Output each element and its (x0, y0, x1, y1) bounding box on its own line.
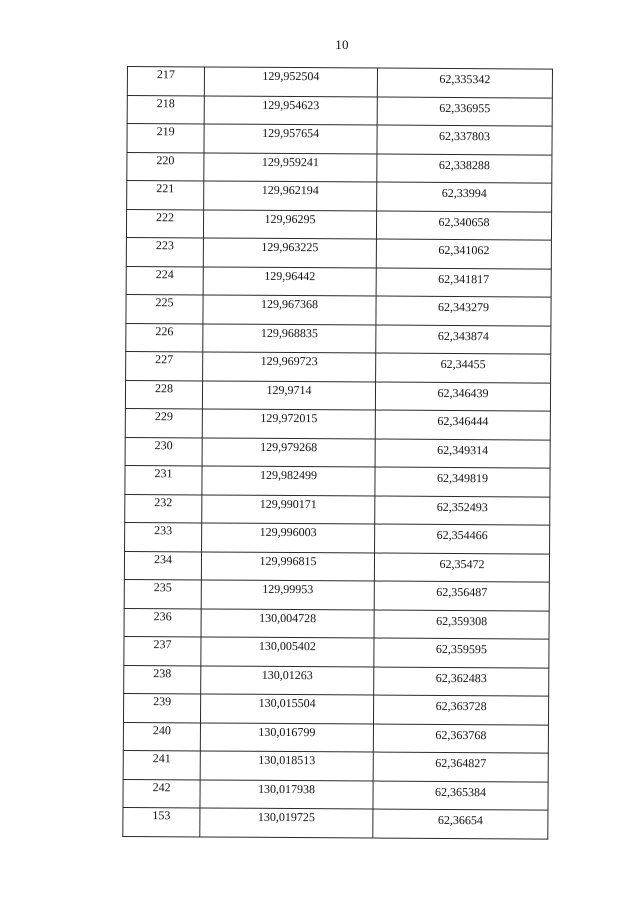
coordinate-x: 129,996003 (259, 524, 317, 540)
coordinate-y: 62,36654 (437, 812, 483, 828)
point-number-cell (125, 494, 202, 523)
coordinate-x: 129,954623 (262, 97, 320, 112)
coordinate-x-cell (204, 152, 377, 182)
coordinate-x-cell (200, 722, 373, 752)
coordinate-y: 62,359595 (435, 641, 487, 657)
point-number-cell (123, 693, 200, 722)
coordinate-y-cell (375, 382, 550, 412)
table-row (127, 181, 552, 212)
coordinate-x: 129,96442 (264, 268, 316, 283)
point-number: 153 (152, 808, 171, 823)
coordinate-x-cell (203, 238, 376, 268)
table-row (124, 665, 549, 696)
coordinate-y: 62,341062 (438, 242, 490, 258)
coordinate-x: 129,96295 (264, 211, 316, 226)
coordinate-x-cell (200, 808, 373, 838)
point-number: 240 (152, 722, 171, 737)
coordinate-x-cell (202, 409, 375, 439)
coordinate-y: 62,364827 (435, 755, 487, 771)
coordinate-x: 130,015504 (258, 695, 316, 711)
coordinate-y: 62,338288 (438, 157, 490, 172)
point-number: 233 (154, 523, 173, 538)
point-number-cell (125, 437, 202, 466)
coordinate-y-cell (373, 724, 548, 754)
coordinate-y-cell (375, 524, 550, 554)
point-number: 241 (152, 751, 171, 766)
coordinate-x: 129,982499 (259, 467, 318, 483)
coordinate-y-cell (374, 610, 549, 640)
point-number-cell (126, 323, 203, 352)
coordinate-x: 129,963225 (261, 239, 319, 255)
point-number-cell (124, 636, 201, 665)
coordinate-y: 62,349314 (437, 442, 489, 457)
table-row (127, 124, 552, 155)
coordinate-x-cell (204, 124, 377, 154)
coordinate-y-cell (373, 781, 548, 811)
coordinate-y: 62,354466 (436, 527, 488, 543)
point-number-cell (125, 465, 202, 494)
point-number-cell (126, 209, 203, 238)
coordinate-x: 130,016799 (258, 724, 316, 739)
table-row (123, 693, 548, 724)
point-number: 218 (156, 95, 175, 110)
page-number: 10 (335, 37, 349, 52)
coordinate-y-cell (377, 182, 552, 212)
table-row (126, 294, 551, 325)
coordinate-y-cell (377, 68, 552, 98)
coordinate-x: 129,979268 (260, 439, 318, 454)
coordinate-y-cell (376, 268, 551, 298)
coordinate-y: 62,341817 (438, 271, 490, 286)
point-number-cell (126, 294, 203, 323)
coordinate-x: 129,990171 (259, 496, 317, 511)
coordinate-x: 129,996815 (259, 553, 317, 568)
table-row (126, 351, 551, 382)
coordinate-y: 62,346439 (437, 385, 489, 400)
coordinate-x-cell (203, 295, 376, 325)
coordinate-y-cell (375, 496, 550, 526)
coordinate-x: 130,019725 (257, 809, 315, 825)
coordinate-y-cell (376, 353, 551, 383)
table-row (126, 237, 551, 268)
point-number: 231 (154, 466, 173, 481)
point-number-cell (127, 152, 204, 181)
coordinate-y-cell (374, 667, 549, 697)
table-row (125, 465, 550, 496)
point-number: 232 (154, 494, 173, 509)
coordinate-x-cell (203, 323, 376, 353)
point-number: 229 (154, 409, 173, 424)
table-row (127, 95, 552, 126)
table-row (125, 522, 550, 553)
coordinate-x: 129,969723 (260, 353, 318, 369)
coordinate-table (122, 66, 553, 839)
point-number: 226 (155, 323, 174, 338)
coordinate-y: 62,343874 (437, 328, 489, 343)
point-number: 227 (155, 352, 174, 367)
coordinate-y: 62,346444 (437, 413, 489, 429)
point-number-cell (124, 608, 201, 637)
point-number: 220 (156, 152, 175, 167)
point-number-cell (127, 95, 204, 124)
coordinate-y: 62,33994 (441, 185, 487, 201)
coordinate-y: 62,363768 (435, 727, 487, 742)
point-number-cell (127, 181, 204, 210)
coordinate-y: 62,349819 (436, 470, 489, 486)
table-row (127, 152, 552, 183)
table-row (123, 750, 548, 781)
coordinate-x-cell (203, 352, 376, 382)
coordinate-y-cell (375, 467, 550, 497)
point-number: 230 (154, 437, 173, 452)
point-number-cell (123, 750, 200, 779)
coordinate-y-cell (374, 581, 549, 611)
coordinate-x-cell (204, 95, 377, 125)
coordinate-x-cell (201, 580, 374, 610)
coordinate-x-cell (203, 209, 376, 239)
coordinate-x-cell (201, 637, 374, 667)
point-number: 224 (155, 266, 174, 281)
point-number: 234 (153, 551, 173, 566)
table-row (126, 266, 551, 297)
point-number-cell (125, 408, 202, 437)
coordinate-x-cell (202, 523, 375, 553)
point-number: 237 (153, 637, 172, 652)
coordinate-y: 62,35472 (439, 556, 485, 571)
point-number: 239 (153, 694, 172, 709)
coordinate-x-cell (201, 551, 374, 581)
coordinate-y-cell (377, 154, 552, 184)
coordinate-y: 62,359308 (436, 613, 488, 628)
coordinate-x: 129,957654 (262, 125, 320, 141)
coordinate-x-cell (204, 67, 377, 97)
point-number-cell (126, 351, 203, 380)
coordinate-x-cell (201, 665, 374, 695)
point-number: 242 (152, 779, 171, 794)
table-row (123, 779, 548, 810)
point-number-cell (127, 124, 204, 153)
point-number-cell (125, 522, 202, 551)
table-row (125, 380, 550, 411)
point-number: 238 (153, 665, 172, 680)
table-row (125, 408, 550, 439)
coordinate-x: 130,01263 (261, 667, 313, 682)
point-number: 217 (156, 67, 175, 82)
coordinate-y-cell (375, 410, 550, 440)
coordinate-x-cell (202, 494, 375, 524)
coordinate-y: 62,336955 (439, 100, 491, 115)
table-row (124, 551, 549, 582)
coordinate-y-cell (375, 439, 550, 469)
coordinate-y: 62,363728 (435, 698, 487, 714)
coordinate-x: 129,952504 (262, 68, 320, 84)
coordinate-y-cell (377, 97, 552, 127)
coordinate-x-cell (202, 437, 375, 467)
coordinate-x-cell (202, 466, 375, 496)
coordinate-y-cell (377, 125, 552, 155)
coordinate-y-cell (376, 239, 551, 269)
table-row (123, 722, 548, 753)
table-row (124, 636, 549, 667)
point-number-cell (123, 807, 200, 836)
coordinate-x-cell (200, 694, 373, 724)
point-number: 228 (154, 380, 174, 395)
point-number-cell (123, 779, 200, 808)
point-number: 235 (153, 580, 172, 595)
coordinate-x-cell (204, 181, 377, 211)
point-number-cell (127, 67, 204, 96)
point-number-cell (124, 665, 201, 694)
coordinate-x: 129,959241 (261, 154, 319, 169)
table-row (126, 209, 551, 240)
point-number-cell (124, 551, 201, 580)
table-row (124, 579, 549, 610)
coordinate-x-cell (200, 779, 373, 809)
coordinate-y: 62,34455 (440, 356, 486, 372)
coordinate-x: 129,9714 (266, 382, 312, 397)
coordinate-y: 62,362483 (435, 670, 487, 685)
coordinate-x: 130,018513 (258, 752, 316, 768)
coordinate-x: 129,967368 (261, 296, 319, 312)
point-number-cell (126, 266, 203, 295)
point-number-cell (123, 722, 200, 751)
coordinate-table-body (123, 67, 553, 839)
table-row (123, 807, 548, 838)
coordinate-y-cell (376, 211, 551, 241)
coordinate-x-cell (200, 751, 373, 781)
coordinate-x-cell (201, 608, 374, 638)
coordinate-y: 62,343279 (437, 299, 490, 315)
coordinate-x: 129,968835 (260, 325, 318, 340)
coordinate-x: 130,005402 (258, 638, 317, 654)
coordinate-y: 62,340658 (438, 214, 490, 229)
coordinate-y: 62,337803 (439, 128, 491, 144)
coordinate-y-cell (373, 752, 548, 782)
table-row (125, 437, 550, 468)
coordinate-y: 62,352493 (436, 499, 488, 514)
coordinate-y-cell (374, 638, 549, 668)
table-row (126, 323, 551, 354)
point-number: 219 (156, 124, 175, 139)
point-number-cell (125, 380, 202, 409)
point-number: 222 (156, 209, 175, 224)
coordinate-x: 129,99953 (262, 581, 314, 597)
coordinate-y-cell (373, 695, 548, 725)
coordinate-y-cell (376, 325, 551, 355)
coordinate-y-cell (376, 296, 551, 326)
coordinate-y-cell (374, 553, 549, 583)
coordinate-x: 129,972015 (260, 410, 318, 426)
point-number: 223 (155, 238, 174, 253)
table-row (125, 494, 550, 525)
coordinate-x-cell (202, 380, 375, 410)
coordinate-y: 62,365384 (435, 784, 487, 799)
table-row (127, 67, 552, 98)
point-number: 236 (153, 608, 172, 623)
coordinate-x: 130,004728 (259, 610, 317, 625)
coordinate-y-cell (373, 809, 548, 839)
coordinate-y: 62,335342 (439, 71, 491, 87)
point-number: 221 (156, 181, 175, 196)
coordinate-x: 129,962194 (261, 182, 319, 198)
table-row (124, 608, 549, 639)
coordinate-y: 62,356487 (436, 584, 488, 600)
point-number-cell (124, 579, 201, 608)
coordinate-x: 130,017938 (258, 781, 316, 796)
coordinate-x-cell (203, 266, 376, 296)
point-number-cell (126, 237, 203, 266)
point-number: 225 (155, 295, 174, 310)
